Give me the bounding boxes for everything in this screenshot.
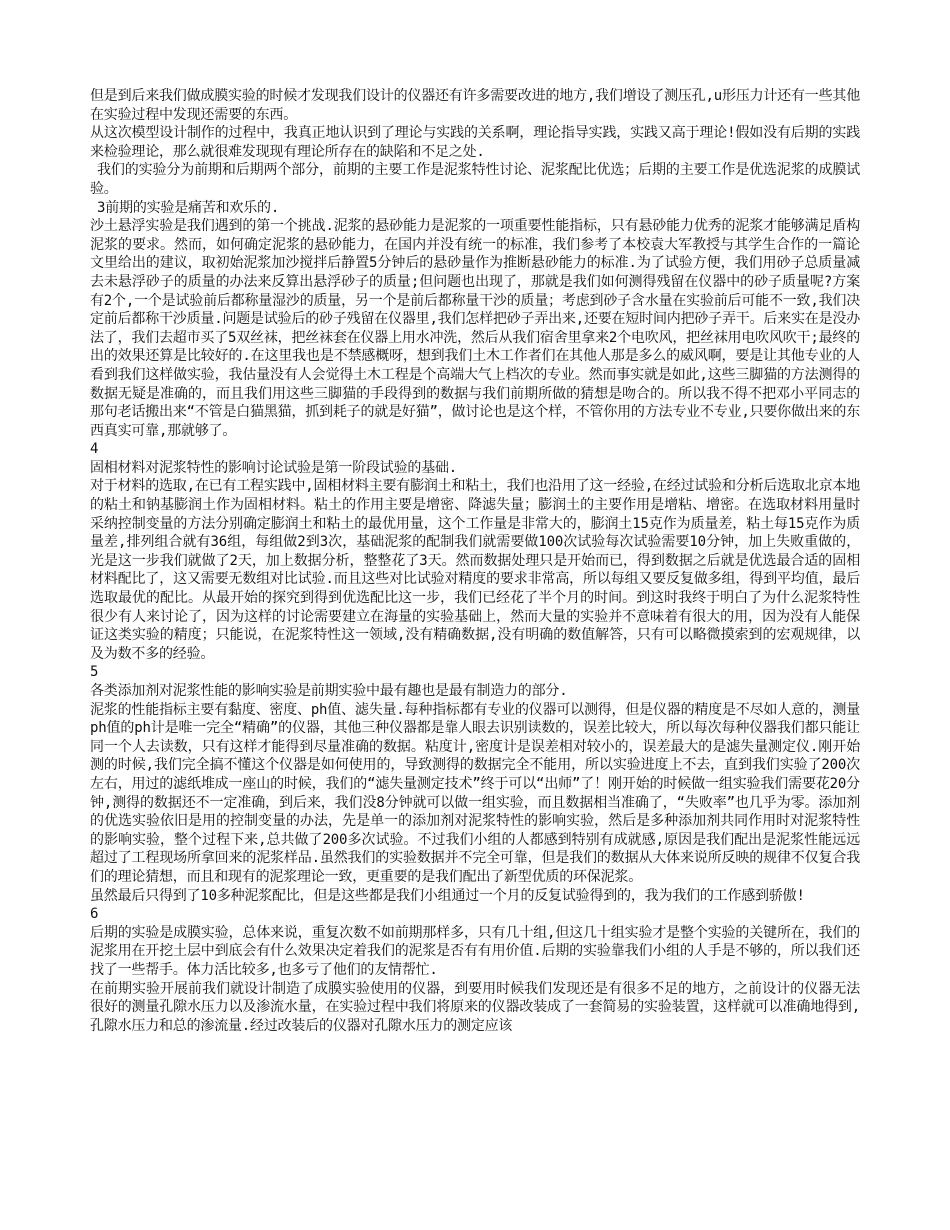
paragraph-pride: 虽然最后只得到了10多种泥浆配比，但是这些都是我们小组通过一个月的反复试验得到的，我为我们的工作感到骄傲! <box>90 887 805 904</box>
paragraph-film-apparatus: 在前期实验开展前我们就设计制造了成膜实验使用的仪器，到要用时候我们发现还是有很多不足的地方，之前设计的仪器无法很好的测量孔隙水压力以及渗流水量，在实验过程中我们将原来的仪器改装成了一套简易的实验装置，这样就可以准确地得到,孔隙水压力和总的渗流量.经过改装后的仪器对孔隙水压力的测定应该 <box>90 980 860 1034</box>
section-number-5: 5 <box>90 664 99 681</box>
paragraph-solid-materials-intro: 固相材料对泥浆特性的影响讨论试验是第一阶段试验的基础. <box>90 459 458 476</box>
paragraph-instrument-improvement: 但是到后来我们做成膜实验的时候才发现我们设计的仪器还有许多需要改进的地方,我们增设了测压孔,u形压力计还有一些其他在实验过程中发现还需要的东西。 <box>90 88 860 123</box>
paragraph-sand-suspension: 沙土悬浮实验是我们遇到的第一个挑战.泥浆的悬砂能力是泥浆的一项重要性能指标，只有悬砂能力优秀的泥浆才能够满足盾构泥浆的要求。然而，如何确定泥浆的悬砂能力，在国内并没有统一的标准，我们参考了本校袁大军教授与其学生合作的一篇论文里给出的建议，取初始泥浆加沙搅拌后静置5分钟后的悬砂量作为推断悬砂能力的标准.为了试验方便，我们用砂子总质量减去未悬浮砂子的质量的办法来反算出悬浮砂子的质量;但问题也出现了，那就是我们如何测得残留在仪器中的砂子质量呢?方案有2个,一个是试验前后都称量湿沙的质量，另一个是前后都称量干沙的质量；考虑到砂子含水量在实验前后可能不一致,我们决定前后都称干沙质量.问题是试验后的砂子残留在仪器里,我们怎样把砂子弄出来,还要在短时间内把砂子弄干。后来实在是没办法了，我们去超市买了5双丝袜，把丝袜套在仪器上用水冲洗，然后从我们宿舍里拿来2个电吹风，把丝袜用电吹风吹干;最终的出的效果还算是比较好的.在这里我也是不禁感概呀，想到我们土木工作者们在其他人那是多么的威风啊，要是让其他专业的人看到我们这样做实验，我估量没有人会觉得土木工程是个高端大气上档次的专业。然而事实就是如此,这些三脚猫的方法测得的数据无疑是准确的，而且我们用这些三脚猫的手段得到的数据与我们前期所做的猜想是吻合的。所以我不得不把邓小平同志的那句老话搬出来“不管是白猫黑猫，抓到耗子的就是好猫”，做讨论也是这个样，不管你用的方法专业不专业,只要你做出来的东西真实可靠,那就够了。 <box>90 218 860 439</box>
paragraph-film-experiment: 后期的实验是成膜实验，总体来说，重复次数不如前期那样多，只有几十组,但这几十组实验才是整个实验的关键所在，我们的泥浆用在开挖土层中到底会有什么效果决定着我们的泥浆是否有有用价值.后期的实验靠我们小组的人手是不够的，所以我们还找了一些帮手。体力活比较多,也多亏了他们的友情帮忙. <box>90 924 860 978</box>
paragraph-additives-intro: 各类添加剂对泥浆性能的影响实验是前期实验中最有趣也是最有制造力的部分. <box>90 683 568 699</box>
paragraph-additives-detail: 泥浆的性能指标主要有黏度、密度、ph值、滤失量.每种指标都有专业的仪器可以测得，但是仪器的精度是不尽如人意的，测量ph值的ph计是唯一完全“精确”的仪器，其他三种仪器都是靠人眼去识别读数的，误差比较大，所以每次每种仪器我们都只能让同一个人去读数，只有这样才能得到尽量准确的数据。粘度计,密度计是误差相对较小的，误差最大的是滤失量测定仪.刚开始测的时候,我们完全搞不懂这个仪器是如何使用的，导致测得的数据完全不能用，所以实验进度上不去，直到我们实验了200次左右，用过的滤纸堆成一座山的时候，我们的“滤失量测定技术”终于可以“出师”了！刚开始的时候做一组实验我们需要花20分钟,测得的数据还不一定准确，到后来，我们没8分钟就可以做一组实验，而且数据相当准确了，“失败率”也几乎为零。添加剂的优选实验依旧是用的控制变量的办法，先是单一的添加剂对泥浆特性的影响实验，然后是多种添加剂共同作用时对泥浆特性的影响实验，整个过程下来,总共做了200多次试验。不过我们小组的人都感到特别有成就感,原因是我们配出是泥浆性能远远超过了工程现场所拿回来的泥浆样品.虽然我们的实验数据并不完全可靠，但是我们的数据从大体来说所反映的规律不仅复合我们的理论猜想，而且和现有的泥浆理论一致，更重要的是我们配出了新型优质的环保泥浆。 <box>90 701 860 885</box>
paragraph-solid-materials-detail: 对于材料的选取,在已有工程实践中,固相材料主要有膨润土和粘土，我们也沿用了这一经验,在经过试验和分析后选取北京本地的粘土和钠基膨润土作为固相材料。粘土的作用主要是增密、降滤失量；膨润土的主要作用是增粘、增密。在选取材料用量时采纳控制变量的方法分别确定膨润土和粘土的最优用量，这个工作量是非常大的，膨润土15克作为质量差，粘土每15克作为质量差,排列组合就有36组，每组做2到3次，基础泥浆的配制我们就需要做100次试验每次试验需要10分钟，加上失败重做的，光是这一步我们就做了2天，加上数据分析，整整花了3天。然而数据处理只是开始而已，得到数据之后就是优选最合适的固相材料配比了，这又需要无数组对比试验.而且这些对比试验对精度的要求非常高，所以每组又要反复做多组，得到平均值，最后选取最优的配比。从最开始的探究到得到优选配比这一步，我们已经花了半个月的时间。到这时我终于明白了为什么泥浆特性很少有人来讨论了，因为这样的讨论需要建立在海量的实验基础上，然而大量的实验并不意味着有很大的用，因为没有人能保证这类实验的精度；只能说，在泥浆特性这一领域,没有精确数据,没有明确的数值解答，只有可以略微摸索到的宏观规律，以及为数不多的经验。 <box>90 478 860 662</box>
paragraph-theory-practice: 从这次模型设计制作的过程中，我真正地认识到了理论与实践的关系啊，理论指导实践，实践又高于理论!假如没有后期的实践来检验理论，那么就很难发现现有理论所存在的缺陷和不足之处. <box>90 125 860 160</box>
section-number-4: 4 <box>90 441 99 458</box>
section-number-6: 6 <box>90 906 99 923</box>
paragraph-section-3-heading: 3前期的实验是痛苦和欢乐的. <box>97 199 280 216</box>
document-page <box>90 87 860 1035</box>
paragraph-experiment-phases: 我们的实验分为前期和后期两个部分，前期的主要工作是泥浆特性讨论、泥浆配比优选；后期的主要工作是优选泥浆的成膜试验。 <box>90 162 860 197</box>
